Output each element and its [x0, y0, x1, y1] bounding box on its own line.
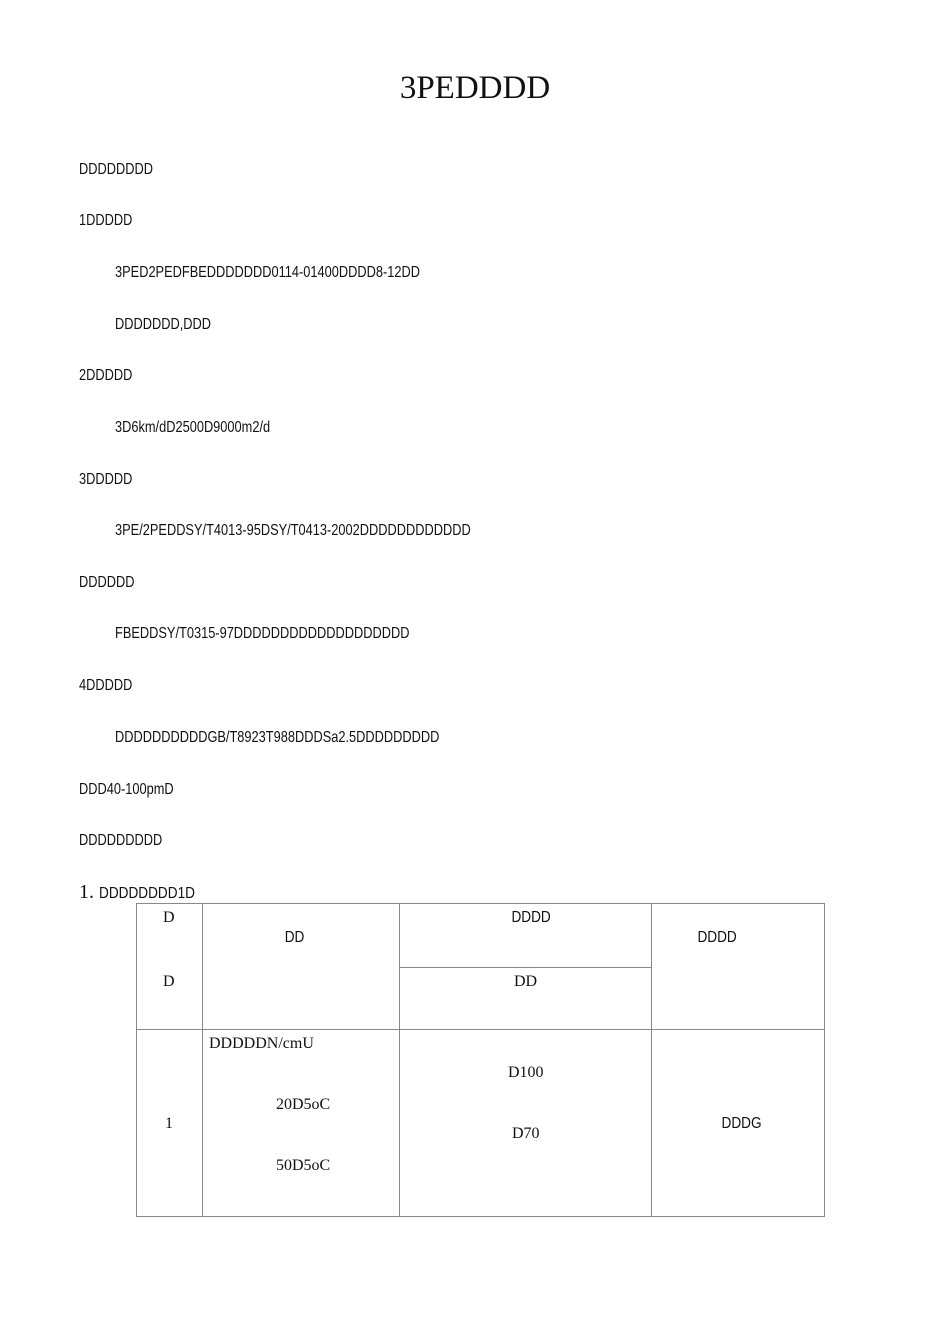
table-caption-text: DDDDDDDD1D [99, 885, 195, 902]
header-index-bottom: D [163, 973, 175, 990]
body-paragraph: DDDDDDDDD [79, 832, 163, 849]
row-value2: D70 [512, 1125, 540, 1142]
row-item-cell [203, 1030, 400, 1217]
row-method-cell [652, 1030, 825, 1217]
spec-table [136, 903, 825, 1217]
header-subrequirement-label: DD [514, 973, 538, 990]
table-caption-number: 1. [79, 881, 94, 903]
section-heading-2: 2DDDDD [79, 367, 133, 384]
row-index: 1 [165, 1115, 173, 1132]
header-item-label: DD [284, 929, 305, 946]
row-method: DDDG [721, 1115, 762, 1132]
header-requirement-label: DDDD [511, 909, 551, 926]
document-title: 3PEDDDD [399, 70, 551, 106]
header-cell-item [203, 904, 400, 1030]
row-item-sub2: 50D5oC [276, 1157, 331, 1174]
header-cell-subrequirement [400, 968, 652, 1030]
section-heading-3: 3DDDDD [79, 471, 133, 488]
header-cell-method [652, 904, 825, 1030]
body-paragraph: 3PED2PEDFBEDDDDDDD0114-01400DDDD8-12DD [115, 264, 420, 281]
body-paragraph: DDDDDD [79, 574, 135, 591]
header-method-label: DDDD [697, 929, 737, 946]
header-cell-requirement [400, 904, 652, 968]
row-index-cell [137, 1030, 203, 1217]
section-heading: DDDDDDDD [79, 161, 153, 178]
body-paragraph: DDDDDDD,DDD [115, 316, 211, 333]
table-row [137, 1030, 825, 1217]
body-paragraph: DDD40-100pmD [79, 781, 174, 798]
body-paragraph: FBEDDSY/T0315-97DDDDDDDDDDDDDDDDDDD [115, 625, 410, 642]
row-item-sub1: 20D5oC [276, 1096, 331, 1113]
section-heading-4: 4DDDDD [79, 677, 133, 694]
row-item-title: DDDDDN/cmU [209, 1035, 314, 1052]
header-index-top: D [163, 909, 175, 926]
row-value1: D100 [508, 1064, 544, 1081]
row-value-cell [400, 1030, 652, 1217]
body-paragraph: 3PE/2PEDDSY/T4013-95DSY/T0413-2002DDDDDDDDDDDD [115, 522, 471, 539]
header-cell-index [137, 904, 203, 1030]
body-paragraph: 3D6km/dD2500D9000m2/d [115, 419, 271, 436]
body-paragraph: DDDDDDDDDDGB/T8923T988DDDSa2.5DDDDDDDDD [115, 729, 440, 746]
section-heading-1: 1DDDDD [79, 212, 133, 229]
